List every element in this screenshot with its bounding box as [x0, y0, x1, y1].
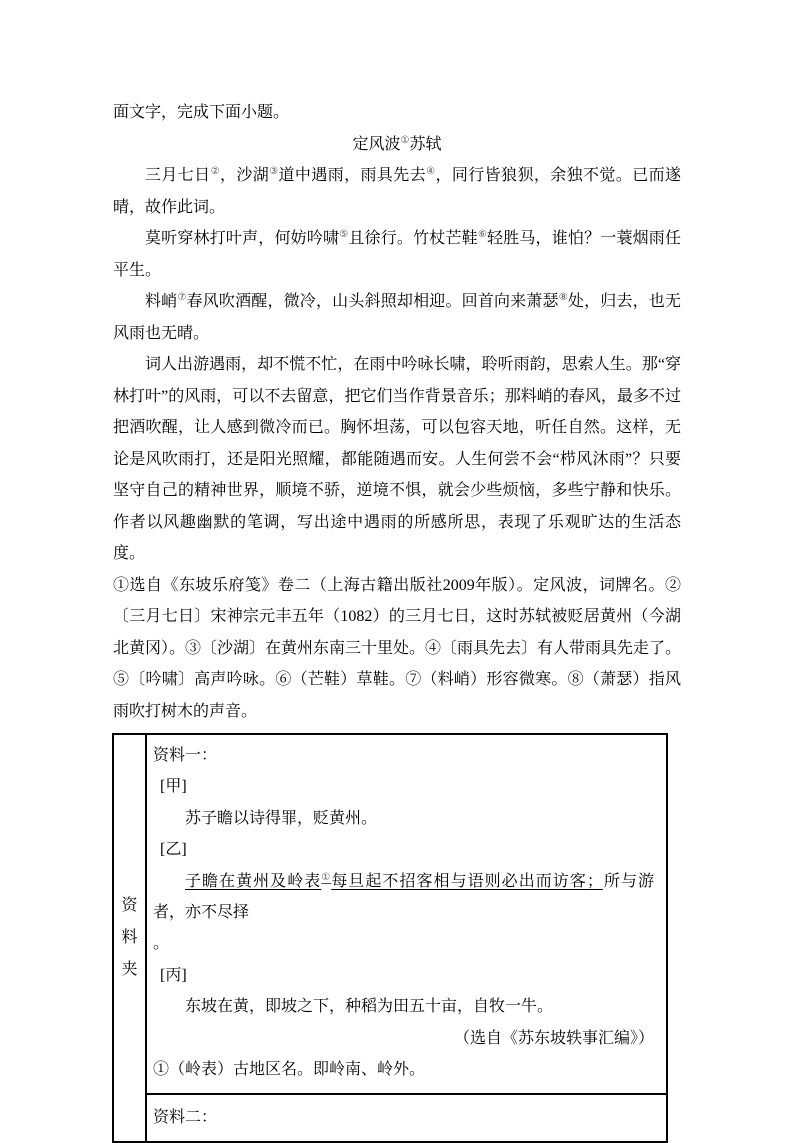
intro-line: 面文字，完成下面小题。	[113, 104, 290, 121]
yi-label: [乙]	[160, 841, 187, 859]
footnote-ref: ⑥	[477, 229, 487, 240]
folder-main-column	[147, 735, 666, 1141]
material-2-cell	[147, 1095, 666, 1141]
text-segment: 处，归去，也无风雨也无晴。	[113, 293, 681, 342]
yi-text-tail: 。	[153, 935, 170, 953]
material-2-heading: 资料二：	[153, 1109, 218, 1127]
footnotes-paragraph: ①选自《东坡乐府笺》卷二（上海古籍出版社2009年版）。定风波，词牌名。②〔三月七日〕宋神宗元丰五年（1082）的三月七日，这时苏轼被贬居黄州（今湖北黄冈）。③〔沙湖〕在黄州东南三十里处。④〔雨具先去〕有人带雨具先走了。⑤〔吟啸〕高声吟咏。⑥（芒鞋）草鞋。⑦（料峭）形容微寒。⑧（萧瑟）指风雨吹打树木的声音。	[113, 576, 682, 720]
source-attribution: （选自《苏东坡轶事汇编》）	[453, 1029, 654, 1047]
poem-author: 苏轼	[409, 135, 442, 153]
jia-text: 苏子瞻以诗得罪，贬黄州。	[185, 809, 378, 827]
text-segment: 春风吹酒醒，微冷，山头斜照却相迎。回首向来萧瑟	[186, 293, 559, 310]
side-label-char: 料	[121, 929, 138, 947]
folder-side-label	[114, 735, 147, 1141]
analysis-paragraph: 词人出游遇雨，却不慌不忙，在雨中吟咏长啸，聆听雨韵，思索人生。那“穿林打叶”的风雨，可以不去留意，把它们当作背景音乐；那料峭的春风，最多不过把酒吹醒，让人感到微冷而已。胸怀坦荡，可以包容天地，听任自然。这样，无论是风吹雨打，还是阳光照耀，都能随遇而安。人生何尝不会“栉风沐雨”？只要坚守自己的精神世界，顺境不骄，逆境不惧，就会少些烦恼，多些宁静和快乐。作者以风趣幽默的笔调，写出途中遇雨的所感所思，表现了乐观旷达的生活态度。	[113, 356, 681, 562]
text-segment: 三月七日	[145, 167, 211, 184]
text-segment: 轻胜马，谁怕？一蓑烟雨任平生。	[113, 230, 681, 279]
text-segment: 莫听穿林打叶声，何妨吟啸	[145, 230, 340, 247]
text-segment: ，沙湖	[219, 167, 270, 184]
text-segment: 每旦起不招客相与语则必出而访客；	[331, 872, 603, 890]
text-segment: 道中遇雨，雨具先去	[278, 167, 427, 184]
side-label-char: 资	[121, 897, 138, 915]
text-segment: 子瞻在黄州及岭表	[185, 872, 322, 890]
title-footnote-ref: ①	[400, 134, 410, 146]
footnote-ref: ⑦	[177, 292, 187, 303]
poem-stanza-2	[113, 286, 681, 349]
text-segment: 所与游者，亦不尽择	[153, 872, 654, 922]
jia-label: [甲]	[160, 778, 187, 796]
poem-preface	[113, 160, 681, 223]
material-1-cell	[147, 735, 666, 1095]
poem-title-text: 定风波	[352, 135, 401, 153]
poem-title	[113, 129, 681, 161]
bing-text: 东坡在黄，即坡之下，种稻为田五十亩，自牧一牛。	[185, 998, 554, 1016]
footnote-ref: ⑧	[558, 292, 568, 303]
footnote-ref: ③	[269, 166, 279, 177]
footnote-ref: ⑤	[339, 229, 349, 240]
footnote-ref: ①	[321, 871, 332, 883]
footnote-ref: ②	[210, 166, 220, 177]
material-1-heading: 资料一：	[153, 747, 218, 764]
footnote-ref: ④	[426, 166, 436, 177]
side-label-char: 夹	[121, 961, 138, 979]
lingbiao-footnote: ①（岭表）古地区名。即岭南、岭外。	[153, 1061, 426, 1079]
poem-stanza-1	[113, 223, 681, 286]
materials-folder-table	[112, 733, 668, 1143]
text-segment: ，同行皆狼狈，余独不觉。已而遂晴，故作此词。	[113, 167, 681, 216]
bing-label: [丙]	[160, 966, 187, 984]
text-segment: 且徐行。竹杖芒鞋	[348, 230, 478, 247]
yi-text	[153, 866, 654, 929]
text-segment: 料峭	[145, 293, 178, 310]
